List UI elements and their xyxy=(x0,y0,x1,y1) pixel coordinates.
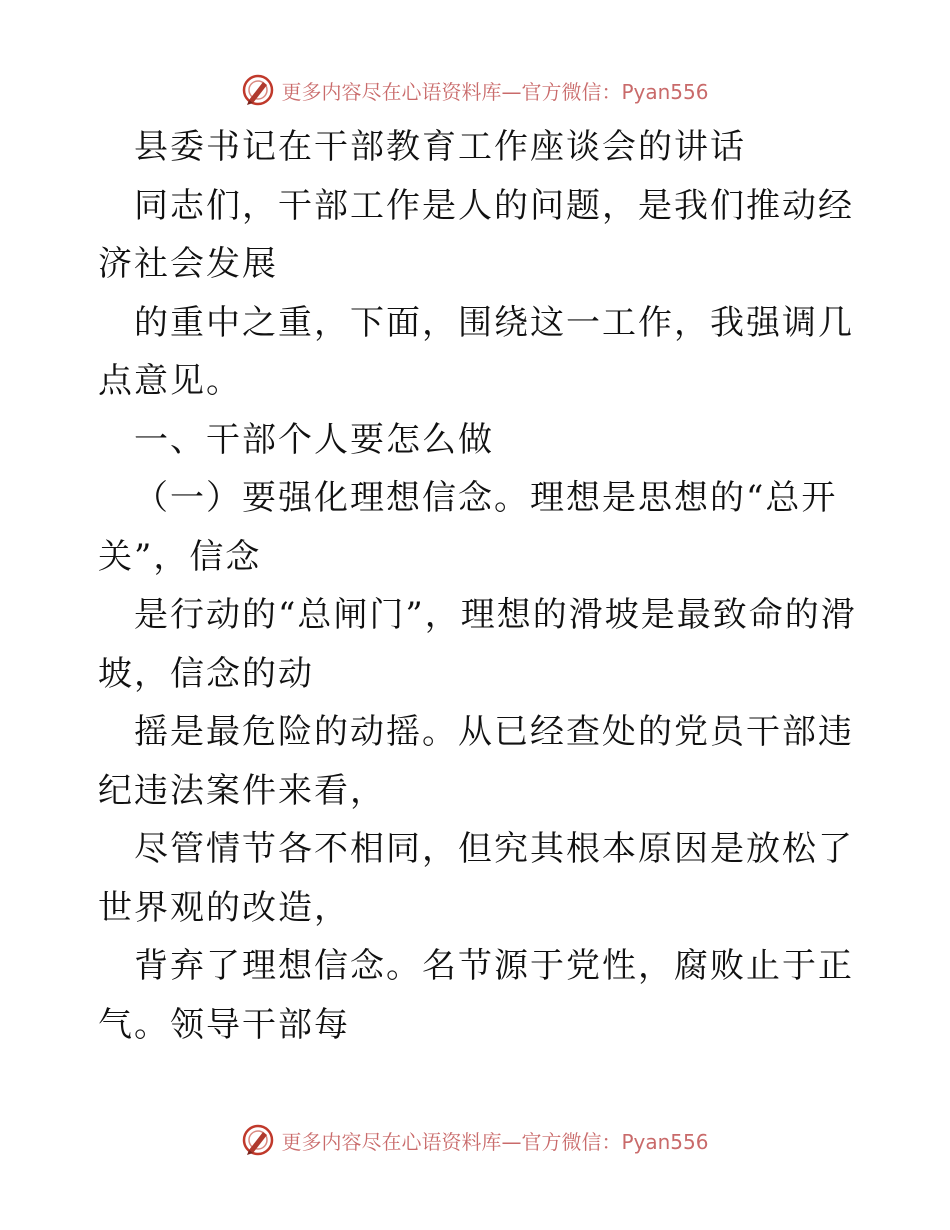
document-title: 县委书记在干部教育工作座谈会的讲话 xyxy=(134,127,746,167)
header-watermark-text: 更多内容尽在心语资料库—官方微信：Pyan556 xyxy=(281,79,709,104)
paragraph-6: 尽管情节各不相同，但究其根本原因是放松了世界观的改造， xyxy=(98,829,854,928)
footer-watermark-banner xyxy=(0,1120,950,1160)
header-watermark-banner xyxy=(0,70,950,110)
paragraph-5: 摇是最危险的动摇。从已经查处的党员干部违纪违法案件来看， xyxy=(98,712,854,811)
paragraph-1: 同志们，干部工作是人的问题，是我们推动经济社会发展 xyxy=(98,185,854,284)
paragraph-4: 是行动的“总闸门”，理想的滑坡是最致命的滑坡，信念的动 xyxy=(98,595,857,694)
pen-logo-icon xyxy=(241,73,275,107)
pen-logo-icon xyxy=(241,1123,275,1157)
paragraph-7: 背弃了理想信念。名节源于党性，腐败止于正气。领导干部每 xyxy=(98,946,854,1045)
paragraph-3: （一）要强化理想信念。理想是思想的“总开关”，信念 xyxy=(98,478,838,577)
paragraph-2: 的重中之重，下面，围绕这一工作，我强调几点意见。 xyxy=(98,302,854,401)
document-body xyxy=(98,118,858,1054)
footer-watermark-text: 更多内容尽在心语资料库—官方微信：Pyan556 xyxy=(281,1129,709,1154)
section-heading-1: 一、干部个人要怎么做 xyxy=(134,419,494,460)
